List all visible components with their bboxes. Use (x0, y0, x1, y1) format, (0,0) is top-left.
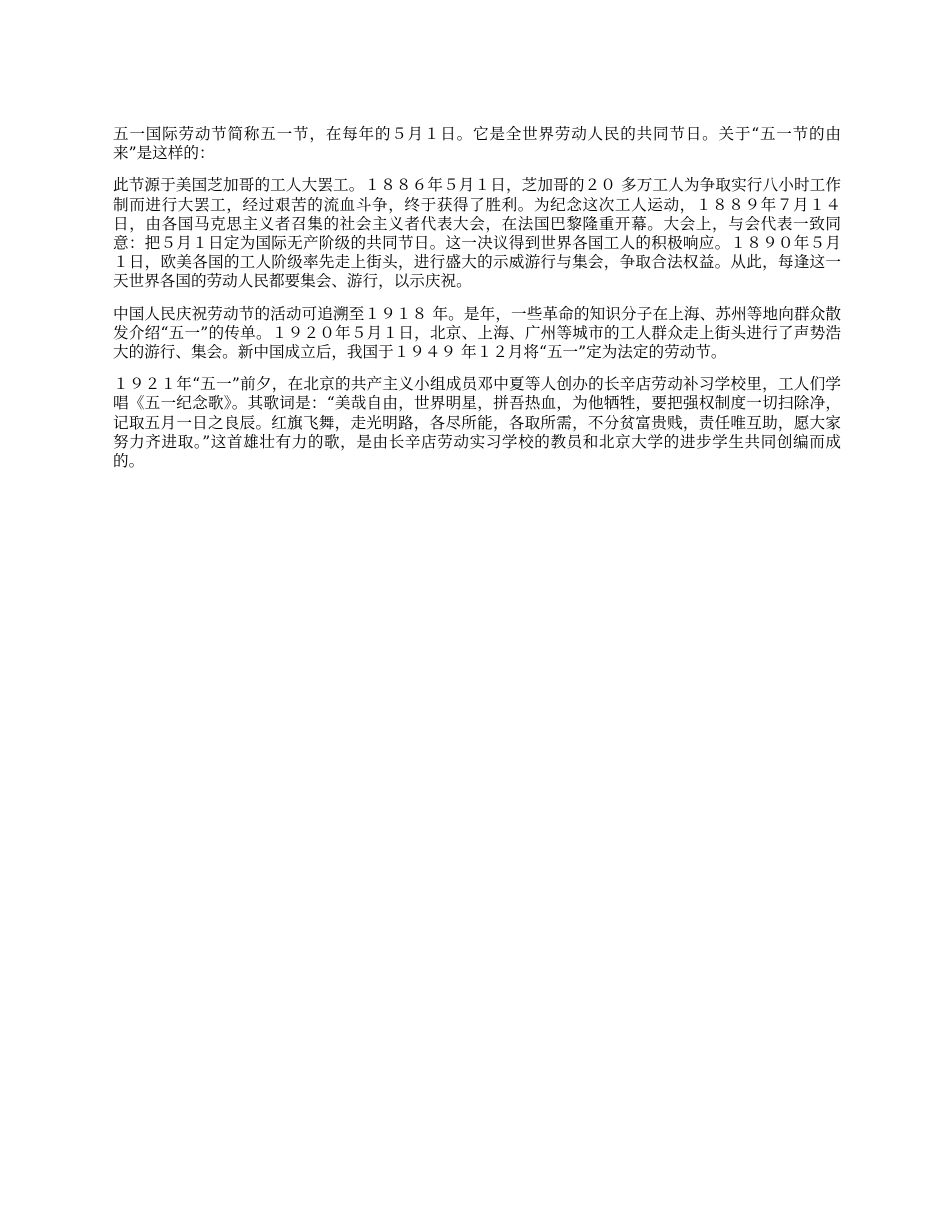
paragraph-china: 中国人民庆祝劳动节的活动可追溯至１９１８ 年。是年，一些革命的知识分子在上海、苏州等地向群众散发介绍“五一”的传单。１９２０年５月１日，北京、上海、广州等城市的工人群众走上街头进行了声势浩大的游行、集会。新中国成立后，我国于１９４９ 年１２月将“五一”定为法定的劳动节。 (113, 304, 841, 362)
paragraph-origin: 此节源于美国芝加哥的工人大罢工。１８８６年５月１日，芝加哥的２０ 多万工人为争取实行八小时工作制而进行大罢工，经过艰苦的流血斗争，终于获得了胜利。为纪念这次工人运动，１８８９年７月１４日，由各国马克思主义者召集的社会主义者代表大会，在法国巴黎隆重开幕。大会上，与会代表一致同意：把５月１日定为国际无产阶级的共同节日。这一决议得到世界各国工人的积极响应。１８９０年５月１日，欧美各国的工人阶级率先走上街头，进行盛大的示威游行与集会，争取合法权益。从此，每逢这一天世界各国的劳动人民都要集会、游行，以示庆祝。 (113, 176, 841, 291)
paragraph-song: １９２１年“五一”前夕，在北京的共产主义小组成员邓中夏等人创办的长辛店劳动补习学校里，工人们学唱《五一纪念歌》。其歌词是：“美哉自由，世界明星，拼吾热血，为他牺牲，要把强权制度一切扫除净，记取五月一日之良辰。红旗飞舞，走光明路，各尽所能，各取所需，不分贫富贵贱，责任唯互助，愿大家努力齐进取。”这首雄壮有力的歌，是由长辛店劳动实习学校的教员和北京大学的进步学生共同创编而成的。 (113, 375, 841, 471)
paragraph-intro: 五一国际劳动节简称五一节，在每年的５月１日。它是全世界劳动人民的共同节日。关于“五一节的由来”是这样的： (113, 125, 841, 163)
document-body (113, 125, 841, 484)
